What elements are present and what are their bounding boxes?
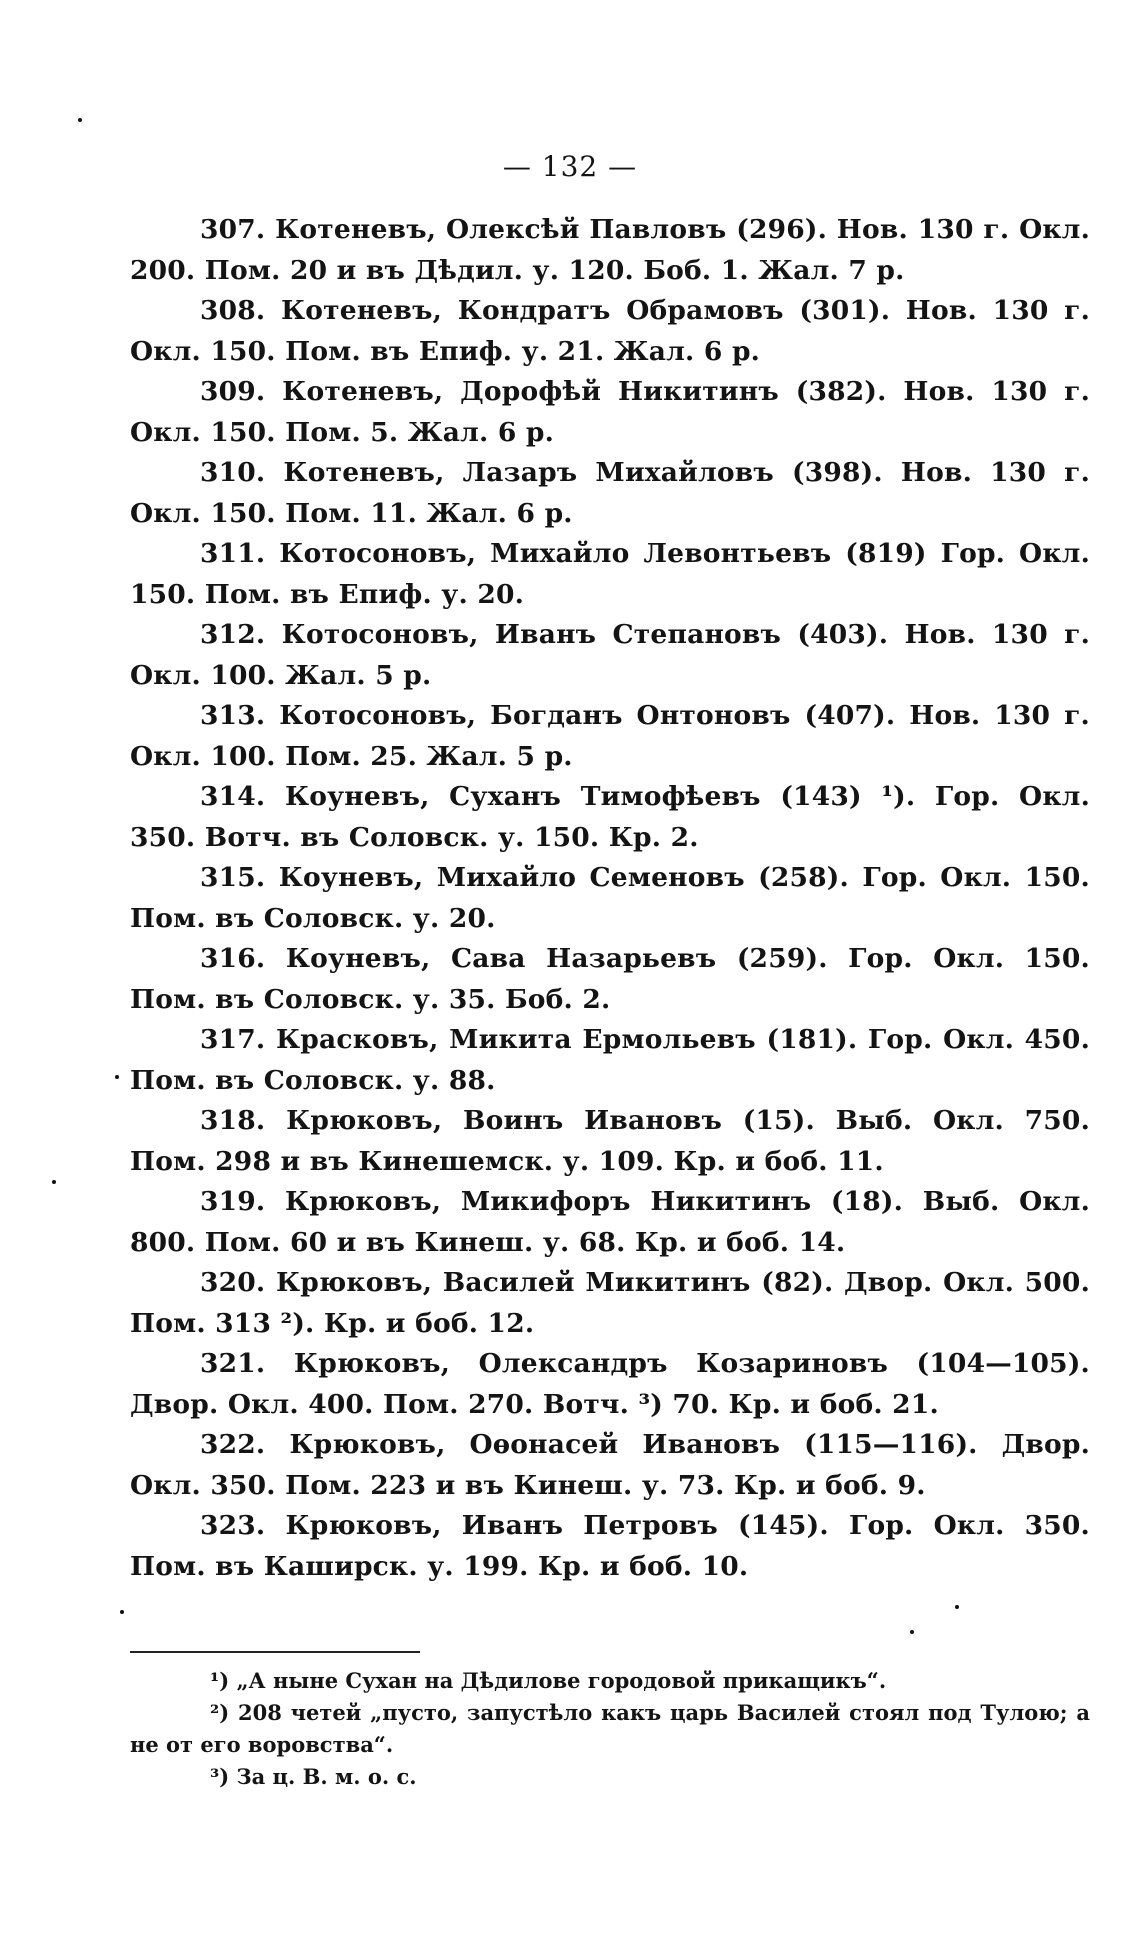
- list-entry-315: 315. Коуневъ, Михайло Семеновъ (258). Гор. Окл. 150. Пом. въ Соловск. у. 20.: [130, 862, 1090, 934]
- scan-speck: [78, 118, 82, 122]
- list-entry-323: 323. Крюковъ, Иванъ Петровъ (145). Гор. Окл. 350. Пом. въ Каширск. у. 199. Кр. и боб. 10.: [130, 1510, 1090, 1582]
- list-entry-307: 307. Котеневъ, Олексѣй Павловъ (296). Нов. 130 г. Окл. 200. Пом. 20 и въ Дѣдил. у. 120. Боб. 1. Жал. 7 р.: [130, 214, 1090, 286]
- list-entry-320: 320. Крюковъ, Василей Микитинъ (82). Двор. Окл. 500. Пом. 313 ²). Кр. и боб. 12.: [130, 1267, 1090, 1339]
- footnote-list: [130, 1665, 1090, 1793]
- scan-speck: [910, 1630, 914, 1634]
- scan-speck: [115, 1075, 119, 1079]
- list-entry-314: 314. Коуневъ, Суханъ Тимофѣевъ (143) ¹). Гор. Окл. 350. Вотч. въ Соловск. у. 150. Кр. 2.: [130, 781, 1090, 853]
- scan-speck: [955, 1605, 959, 1609]
- list-entry-316: 316. Коуневъ, Сава Назарьевъ (259). Гор. Окл. 150. Пом. въ Соловск. у. 35. Боб. 2.: [130, 943, 1090, 1015]
- list-entry-313: 313. Котосоновъ, Богданъ Онтоновъ (407). Нов. 130 г. Окл. 100. Пом. 25. Жал. 5 р.: [130, 700, 1090, 772]
- scan-speck: [52, 1180, 56, 1184]
- footnote-1: ¹) „А ныне Сухан на Дѣдилове городовой прикащикъ“.: [210, 1668, 887, 1693]
- list-entry-311: 311. Котосоновъ, Михайло Левонтьевъ (819) Гор. Окл. 150. Пом. въ Епиф. у. 20.: [130, 538, 1090, 610]
- list-entry-308: 308. Котеневъ, Кондратъ Обрамовъ (301). Нов. 130 г. Окл. 150. Пом. въ Епиф. у. 21. Жал. 6 р.: [130, 295, 1090, 367]
- scan-speck: [120, 1610, 124, 1614]
- list-entry-309: 309. Котеневъ, Дорофѣй Никитинъ (382). Нов. 130 г. Окл. 150. Пом. 5. Жал. 6 р.: [130, 376, 1090, 448]
- list-entry-321: 321. Крюковъ, Олександръ Козариновъ (104—105). Двор. Окл. 400. Пом. 270. Вотч. ³) 70. Кр. и боб. 21.: [130, 1348, 1090, 1420]
- page-number: — 132 —: [502, 150, 638, 183]
- entry-list: [130, 210, 1090, 1587]
- footnote-3: ³) За ц. В. м. о. с.: [210, 1764, 417, 1789]
- list-entry-322: 322. Крюковъ, Оѳонасей Ивановъ (115—116). Двор. Окл. 350. Пом. 223 и въ Кинеш. у. 73. Кр. и боб. 9.: [130, 1429, 1090, 1501]
- list-entry-319: 319. Крюковъ, Микифоръ Никитинъ (18). Выб. Окл. 800. Пом. 60 и въ Кинеш. у. 68. Кр. и боб. 14.: [130, 1186, 1090, 1258]
- footnote-divider: [130, 1651, 420, 1653]
- list-entry-310: 310. Котеневъ, Лазаръ Михайловъ (398). Нов. 130 г. Окл. 150. Пом. 11. Жал. 6 р.: [130, 457, 1090, 529]
- list-entry-312: 312. Котосоновъ, Иванъ Степановъ (403). Нов. 130 г. Окл. 100. Жал. 5 р.: [130, 619, 1090, 691]
- list-entry-317: 317. Красковъ, Микита Ермольевъ (181). Гор. Окл. 450. Пом. въ Соловск. у. 88.: [130, 1024, 1090, 1096]
- list-entry-318: 318. Крюковъ, Воинъ Ивановъ (15). Выб. Окл. 750. Пом. 298 и въ Кинешемск. у. 109. Кр. и боб. 11.: [130, 1105, 1090, 1177]
- footnote-2: ²) 208 четей „пусто, запустѣло какъ царь Василей стоял под Тулою; а не от его воровства“.: [130, 1700, 1090, 1757]
